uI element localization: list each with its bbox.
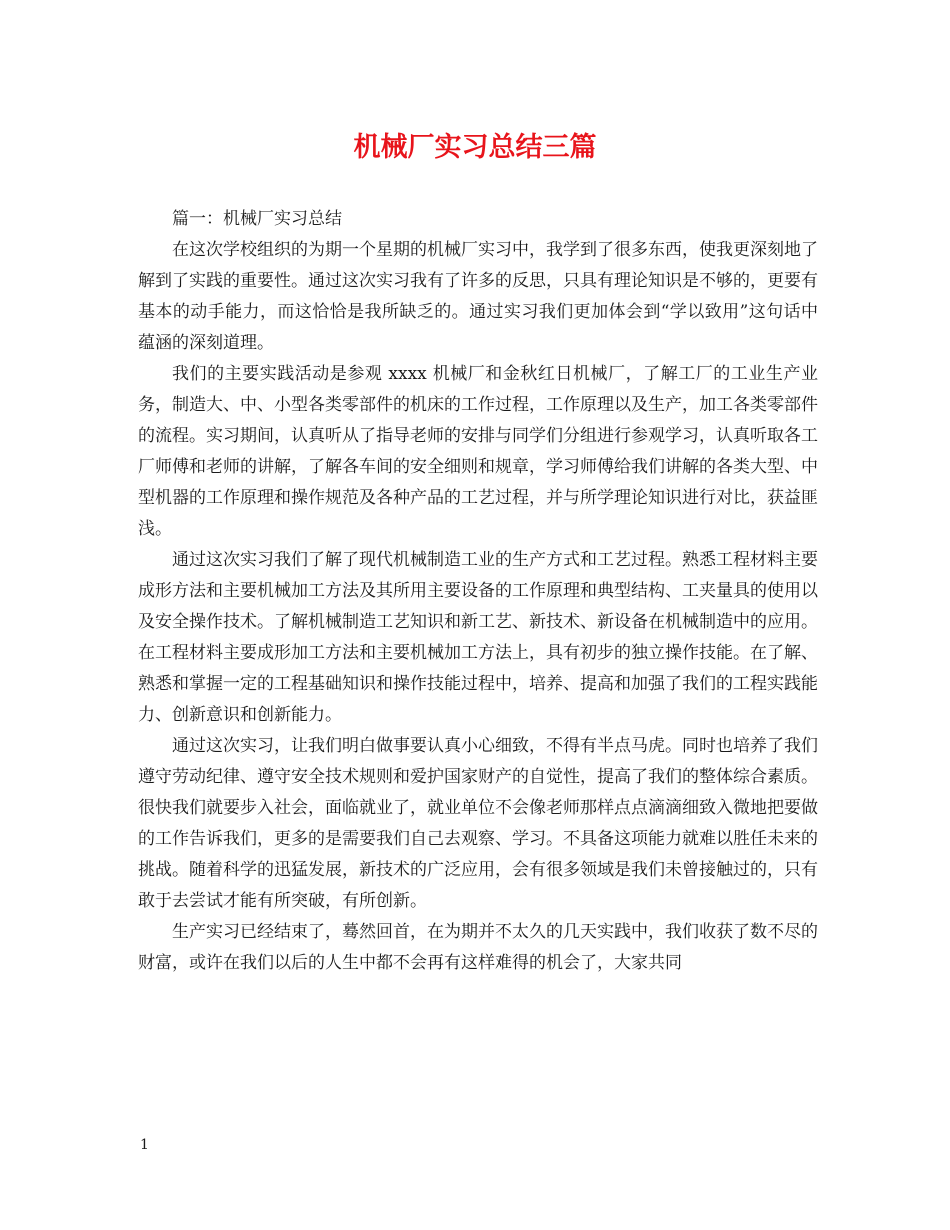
section-heading: 篇一：机械厂实习总结 [172,209,342,229]
paragraph: 通过这次实习我们了解了现代机械制造工业的生产方式和工艺过程。熟悉工程材料主要成形方法和主要机械加工方法及其所用主要设备的工作原理和典型结构、工夹量具的使用以及安全操作技术。了解机械制造工艺知识和新工艺、新技术、新设备在机械制造中的应用。在工程材料主要成形加工方法和主要机械加工方法上，具有初步的独立操作技能。在了解、熟悉和掌握一定的工程基础知识和操作技能过程中，培养、提高和加强了我们的工程实践能力、创新意识和创新能力。 [138,550,818,725]
paragraph: 通过这次实习，让我们明白做事要认真小心细致，不得有半点马虎。同时也培养了我们遵守劳动纪律、遵守安全技术规则和爱护国家财产的自觉性，提高了我们的整体综合素质。很快我们就要步入社会，面临就业了，就业单位不会像老师那样点点滴滴细致入微地把要做的工作告诉我们，更多的是需要我们自己去观察、学习。不具备这项能力就难以胜任未来的挑战。随着科学的迅猛发展，新技术的广泛应用，会有很多领域是我们未曾接触过的，只有敢于去尝试才能有所突破，有所创新。 [138,736,818,911]
paragraph: 我们的主要实践活动是参观 xxxx 机械厂和金秋红日机械厂，了解工厂的工业生产业务，制造大、中、小型各类零部件的机床的工作过程，工作原理以及生产，加工各类零部件的流程。实习期间，认真听从了指导老师的安排与同学们分组进行参观学习，认真听取各工厂师傅和老师的讲解，了解各车间的安全细则和规章，学习师傅给我们讲解的各类大型、中型机器的工作原理和操作规范及各种产品的工艺过程，并与所学理论知识进行对比，获益匪浅。 [138,364,818,539]
document-title: 机械厂实习总结三篇 [353,132,597,163]
paragraph: 在这次学校组织的为期一个星期的机械厂实习中，我学到了很多东西，使我更深刻地了解到了实践的重要性。通过这次实习我有了许多的反思，只具有理论知识是不够的，更要有基本的动手能力，而这恰恰是我所缺乏的。通过实习我们更加体会到“学以致用”这句话中蕴涵的深刻道理。 [138,240,818,353]
document-body [138,204,818,979]
paragraph: 生产实习已经结束了，蓦然回首，在为期并不太久的几天实践中，我们收获了数不尽的财富，或许在我们以后的人生中都不会再有这样难得的机会了，大家共同 [138,922,818,973]
page-number: 1 [140,1137,149,1153]
